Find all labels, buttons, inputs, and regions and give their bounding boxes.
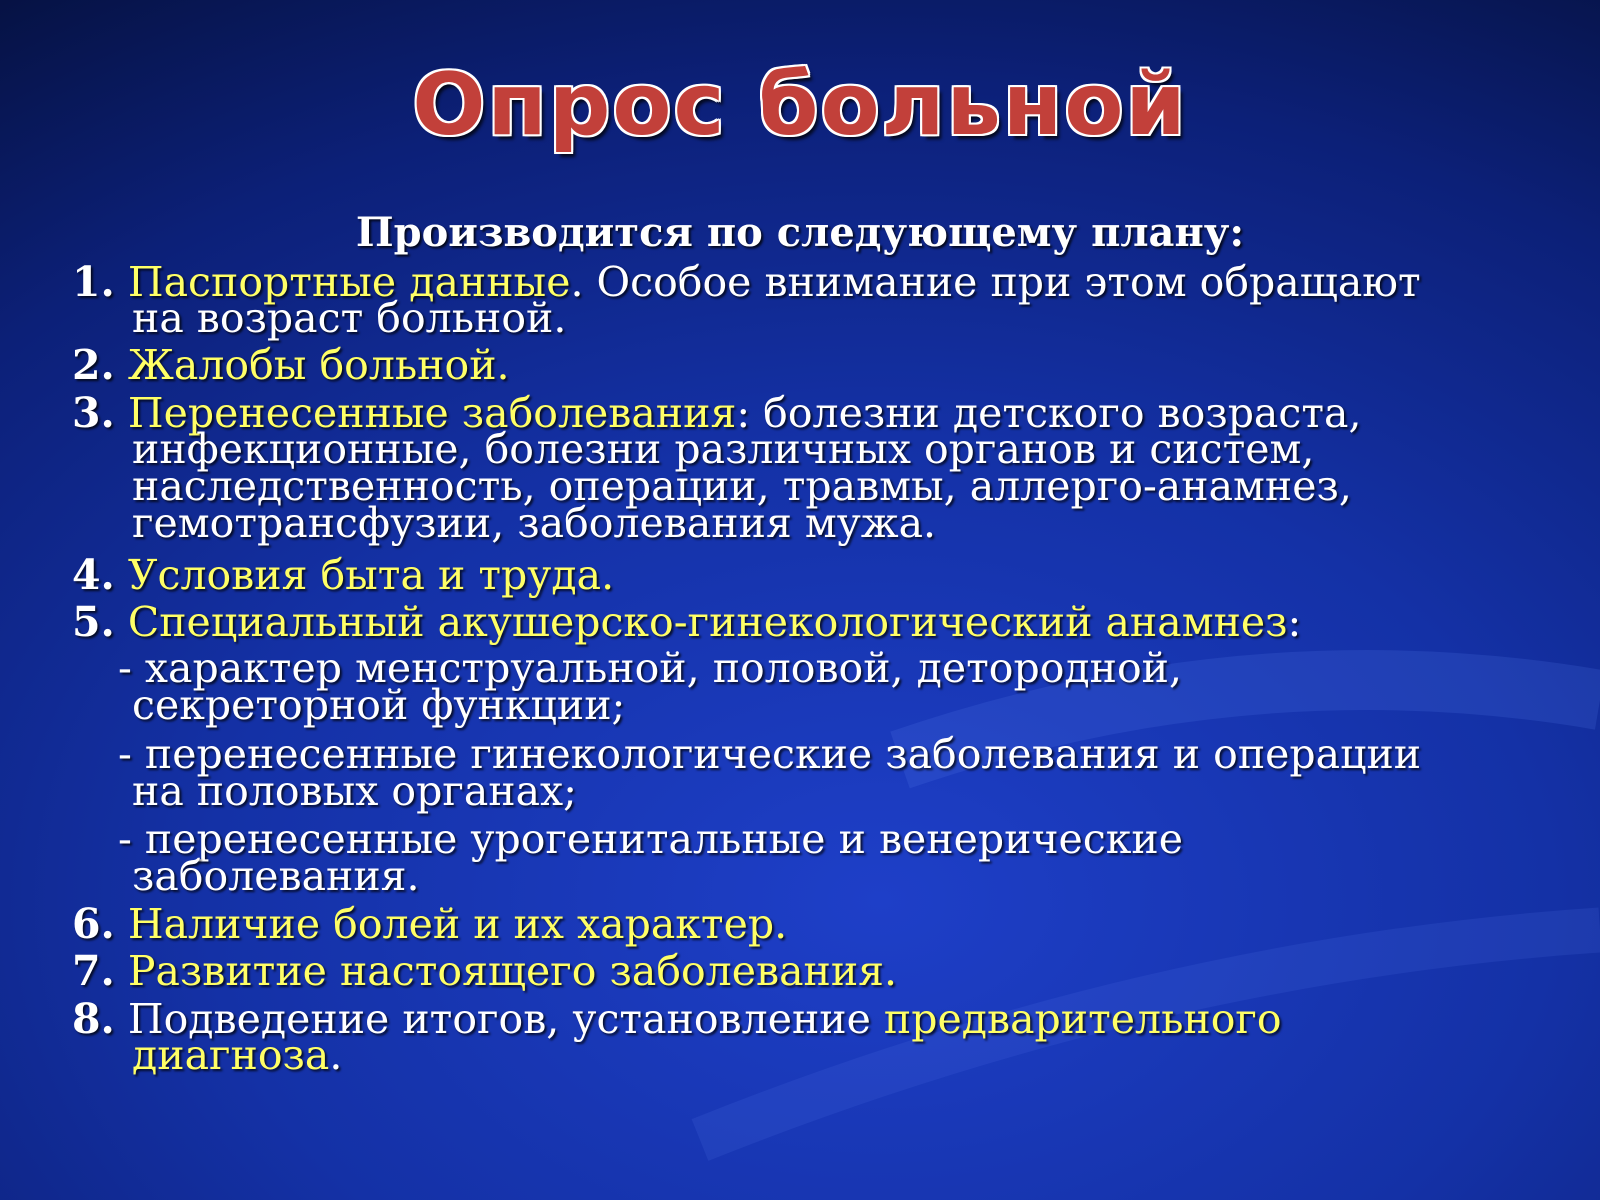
item-text: . Особое внимание при этом обращают bbox=[570, 258, 1421, 306]
item-highlight: Наличие болей и их характер bbox=[127, 900, 775, 948]
item-text: Подведение итогов, установление bbox=[114, 995, 884, 1043]
list-item-5 bbox=[72, 598, 1302, 646]
item-highlight: предварительного bbox=[883, 995, 1282, 1043]
list-item-3-continuation: гемотрансфузии, заболевания мужа. bbox=[132, 499, 937, 547]
list-item-1-continuation: на возраст больной. bbox=[132, 294, 567, 342]
list-item-2 bbox=[72, 341, 510, 389]
item-number: 3. bbox=[72, 389, 115, 437]
sub-item-3-continuation: заболевания. bbox=[132, 852, 420, 900]
item-number: 1. bbox=[72, 258, 115, 306]
item-highlight: Развитие настоящего заболевания bbox=[127, 947, 885, 995]
sub-item-1-continuation: секреторной функции; bbox=[132, 681, 626, 729]
item-highlight: диагноза bbox=[132, 1031, 330, 1079]
sub-item-3: - перенесенные урогенитальные и венерические bbox=[118, 815, 1183, 863]
item-number: 8. bbox=[72, 995, 115, 1043]
item-text: . bbox=[496, 341, 510, 389]
item-highlight: Паспортные данные bbox=[127, 258, 571, 306]
list-item-3-continuation: наследственность, операции, травмы, аллерго-анамнез, bbox=[132, 462, 1352, 510]
list-item-4 bbox=[72, 551, 615, 599]
item-number: 2. bbox=[72, 341, 115, 389]
item-number: 7. bbox=[72, 947, 115, 995]
item-number: 4. bbox=[72, 551, 115, 599]
item-text: : bbox=[1287, 598, 1302, 646]
item-text: : болезни детского возраста, bbox=[736, 389, 1362, 437]
sub-item-2-continuation: на половых органах; bbox=[132, 767, 577, 815]
item-highlight: Жалобы больной bbox=[127, 341, 497, 389]
item-highlight: Специальный акушерско-гинекологический анамнез bbox=[127, 598, 1288, 646]
slide-title: Опрос больной bbox=[412, 55, 1188, 155]
list-item-8-continuation bbox=[132, 1031, 343, 1079]
sub-item-2: - перенесенные гинекологические заболевания и операции bbox=[118, 730, 1422, 778]
item-number: 6. bbox=[72, 900, 115, 948]
list-item-6 bbox=[72, 900, 788, 948]
item-text: . bbox=[774, 900, 788, 948]
item-number: 5. bbox=[72, 598, 115, 646]
list-item-7 bbox=[72, 947, 898, 995]
item-highlight: Перенесенные заболевания bbox=[127, 389, 737, 437]
item-highlight: Условия быта и труда bbox=[127, 551, 602, 599]
item-text: . bbox=[884, 947, 898, 995]
sub-item-1: - характер менструальной, половой, детородной, bbox=[118, 644, 1183, 692]
slide-subtitle: Производится по следующему плану: bbox=[355, 209, 1245, 256]
list-item-3-continuation: инфекционные, болезни различных органов и систем, bbox=[132, 425, 1315, 473]
item-text: . bbox=[601, 551, 615, 599]
item-text: . bbox=[329, 1031, 343, 1079]
